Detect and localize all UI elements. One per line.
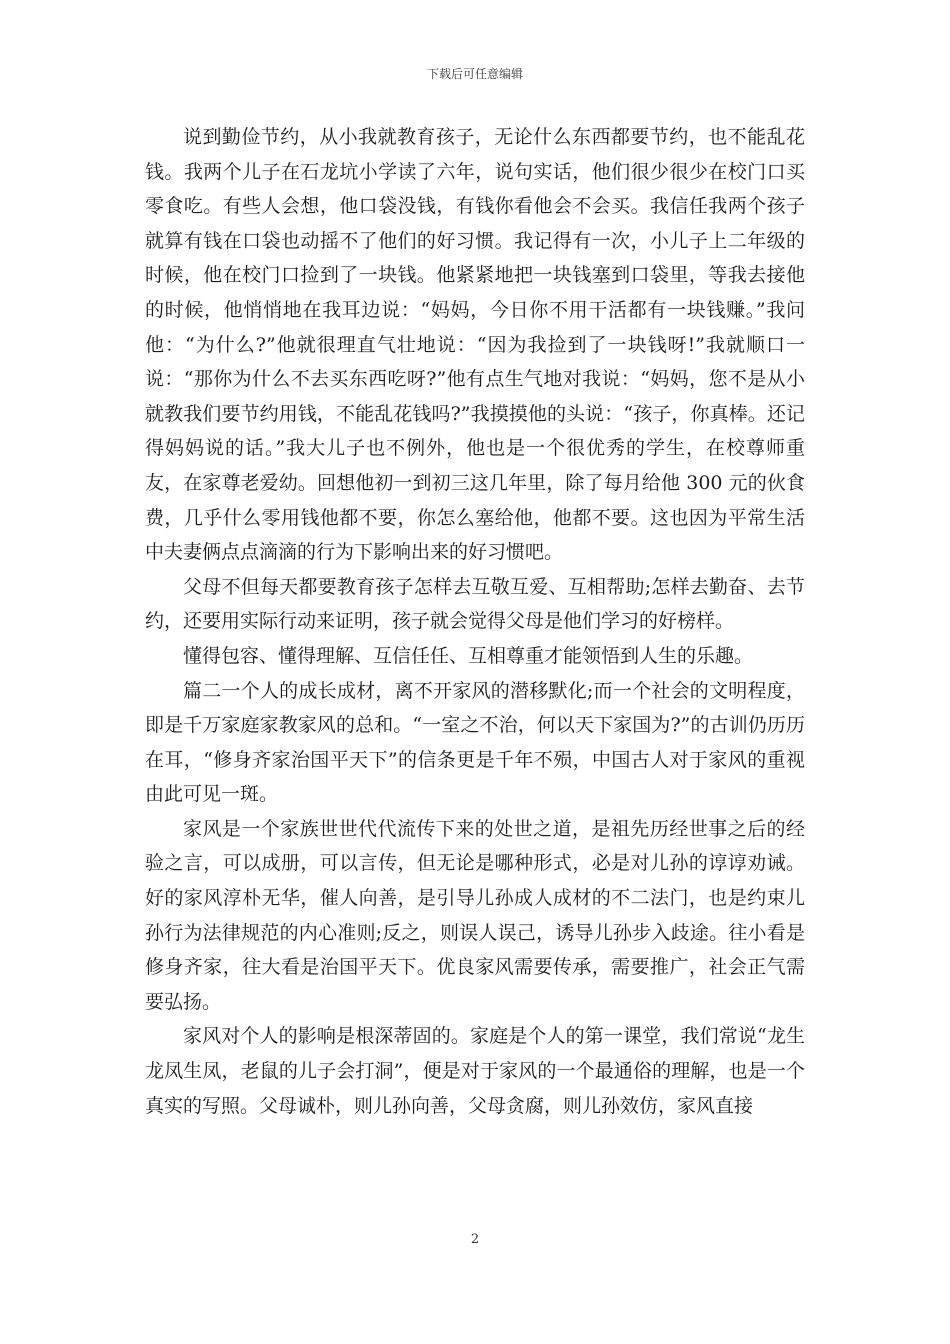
page-header: 下载后可任意编辑 — [426, 67, 523, 81]
paragraph-family-influence: 家风对个人的影响是根深蒂固的。家庭是个人的第一课堂，我们常说“龙生龙凤生凤，老鼠的儿子会打洞”，便是对于家风的一个最通俗的理解，也是一个真实的写照。父母诚朴，则儿孙向善，父母贪腐，则儿孙效仿，家风直接 — [145, 1025, 805, 1117]
paragraph-parents-example: 父母不但每天都要教育孩子怎样去互敬互爱、互相帮助;怎样去勤奋、去节约，还要用实际行动来证明，孩子就会觉得父母是他们学习的好榜样。 — [145, 575, 805, 633]
paragraph-family-tradition: 家风是一个家族世世代代流传下来的处世之道，是祖先历经世事之后的经验之言，可以成册，可以言传，但无论是哪种形式，必是对儿孙的谆谆劝诫。好的家风淳朴无华，催人向善，是引导儿孙成人成材的不二法门，也是约束儿孙行为法律规范的内心准则;反之，则误人误己，诱导儿孙步入歧途。往小看是修身齐家，往大看是治国平天下。优良家风需要传承，需要推广，社会正气需要弘扬。 — [145, 817, 805, 1013]
page-number: 2 — [470, 1232, 480, 1247]
paragraph-part-two-intro: 篇二一个人的成长成材，离不开家风的潜移默化;而一个社会的文明程度，即是千万家庭家教家风的总和。“一室之不治，何以天下家国为?”的古训仍历历在耳，“修身齐家治国平天下”的信条更是千年不殒，中国古人对于家风的重视由此可见一斑。 — [145, 679, 805, 806]
paragraph-thrift: 说到勤俭节约，从小我就教育孩子，无论什么东西都要节约，也不能乱花钱。我两个儿子在石龙坑小学读了六年，说句实话，他们很少很少在校门口买零食吃。有些人会想，他口袋没钱，有钱你看他会不会买。我信任我两个孩子就算有钱在口袋也动摇不了他们的好习惯。我记得有一次，小儿子上二年级的时候，他在校门口捡到了一块钱。他紧紧地把一块钱塞到口袋里，等我去接他的时候，他悄悄地在我耳边说：“妈妈，今日你不用干活都有一块钱赚。”我问他：“为什么?”他就很理直气壮地说：“因为我捡到了一块钱呀!”我就顺口一说：“那你为什么不去买东西吃呀?”他有点生气地对我说：“妈妈，您不是从小就教我们要节约用钱，不能乱花钱吗?”我摸摸他的头说：“孩子，你真棒。还记得妈妈说的话。”我大儿子也不例外，他也是一个很优秀的学生，在校尊师重友，在家尊老爱幼。回想他初一到初三这几年里，除了每月给他 300 元的伙食费，几乎什么零用钱他都不要，你怎么塞给他，他都不要。这也因为平常生活中夫妻俩点点滴滴的行为下影响出来的好习惯吧。 — [145, 126, 805, 564]
document-body — [145, 120, 805, 1123]
paragraph-tolerance: 懂得包容、懂得理解、互信任任、互相尊重才能领悟到人生的乐趣。 — [183, 644, 754, 667]
